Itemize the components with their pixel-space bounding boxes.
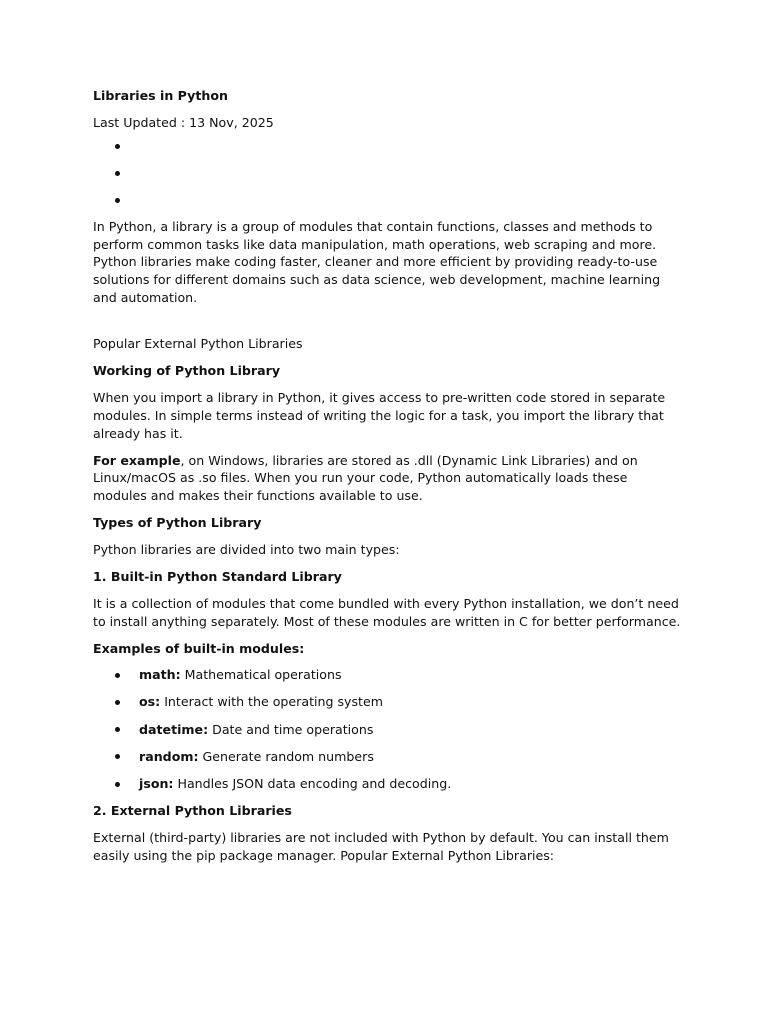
builtin-heading: 1. Built-in Python Standard Library (93, 569, 342, 585)
list-item (93, 137, 683, 155)
empty-bullet-list (93, 137, 683, 209)
module-name: math: (139, 667, 181, 683)
example-text: , on Windows, libraries are stored as .dll (Dynamic Link Libraries) and on Linux/macOS as .so files. When you run your code, Python automatically loads these modules and makes their functions available to use. (93, 452, 638, 503)
working-heading: Working of Python Library (93, 363, 281, 379)
bullet-icon (115, 754, 120, 759)
examples-heading: Examples of built-in modules: (93, 640, 305, 656)
article (93, 87, 683, 864)
module-name: random: (139, 748, 199, 764)
list-item (93, 721, 683, 739)
module-name: os: (139, 694, 161, 710)
bullet-icon (115, 171, 120, 176)
last-updated: Last Updated : 13 Nov, 2025 (93, 114, 274, 130)
module-desc: Mathematical operations (180, 667, 342, 683)
external-paragraph: External (third-party) libraries are not included with Python by default. You can install them easily using the pip package manager. Popular External Python Libraries: (93, 830, 669, 863)
module-desc: Generate random numbers (198, 748, 374, 764)
intro-paragraph: In Python, a library is a group of modules that contain functions, classes and methods to perform common tasks like data manipulation, math operations, web scraping and more. Python libraries make coding faster, cleaner and more efficient by providing ready-to-use solutions for different domains such as data science, web development, machine learning and automation. (93, 219, 661, 305)
list-item (93, 164, 683, 182)
article-title: Libraries in Python (93, 88, 228, 103)
list-item (93, 693, 683, 711)
bullet-icon (115, 673, 120, 678)
list-item (93, 192, 683, 210)
bullet-icon (115, 727, 120, 732)
module-name: json: (139, 776, 174, 792)
bullet-icon (115, 782, 120, 787)
types-paragraph: Python libraries are divided into two main types: (93, 542, 400, 558)
types-heading: Types of Python Library (93, 514, 262, 530)
example-label: For example (93, 452, 181, 468)
popular-libraries-caption: Popular External Python Libraries (93, 336, 303, 352)
example-paragraph (93, 452, 683, 505)
module-desc: Handles JSON data encoding and decoding. (173, 776, 452, 792)
builtin-paragraph: It is a collection of modules that come bundled with every Python installation, we don’t need to install anything separately. Most of these modules are written in C for better performance. (93, 596, 681, 629)
list-item (93, 748, 683, 766)
list-item (93, 775, 683, 793)
bullet-icon (115, 144, 120, 149)
module-desc: Interact with the operating system (160, 694, 384, 710)
bullet-icon (115, 198, 120, 203)
module-name: datetime: (139, 721, 209, 737)
working-paragraph: When you import a library in Python, it gives access to pre-written code stored in separate modules. In simple terms instead of writing the logic for a task, you import the library that already has it. (93, 390, 666, 441)
module-desc: Date and time operations (208, 721, 374, 737)
builtin-modules-list (93, 666, 683, 793)
bullet-icon (115, 700, 120, 705)
list-item (93, 666, 683, 684)
external-heading: 2. External Python Libraries (93, 802, 292, 818)
